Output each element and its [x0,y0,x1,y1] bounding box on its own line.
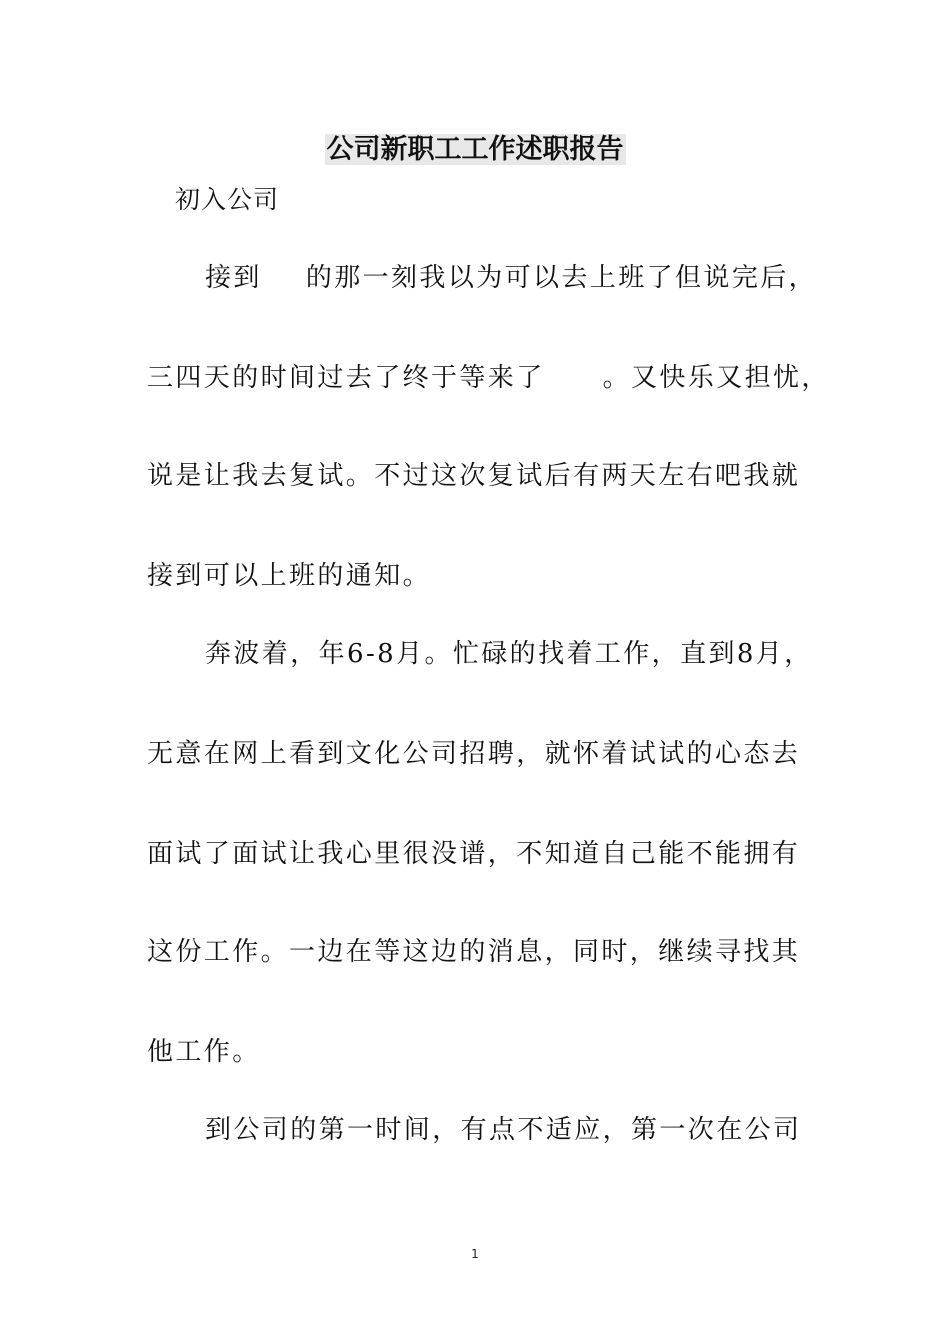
document-title-text: 公司新职工工作述职报告 [326,134,624,165]
paragraph-line [205,258,895,298]
paragraph-line: 这份工作。一边在等这边的消息，同时，继续寻找其 [147,937,801,967]
document-title [0,130,950,170]
section-heading: 初入公司 [175,185,280,214]
paragraph-line: 面试了面试让我心里很没谱，不知道自己能不能拥有 [147,839,801,869]
text-segment: 接到 [205,263,262,293]
paragraph-line: 他工作。 [147,1037,261,1067]
paragraph-line: 到公司的第一时间，有点不适应，第一次在公司 [205,1115,802,1145]
text-segment: 的那一刻我以为可以去上班了但说完后， [305,263,818,293]
paragraph-line [147,358,837,398]
paragraph-line: 无意在网上看到文化公司招聘，就怀着试试的心态去 [147,739,801,769]
text-segment: 三四天的时间过去了终于等来了 [147,363,545,393]
paragraph-line: 说是让我去复试。不过这次复试后有两天左右吧我就 [147,461,801,491]
paragraph-line: 奔波着，年6-8月。忙碌的找着工作，直到8月， [205,639,813,669]
paragraph-line: 接到可以上班的通知。 [147,561,432,591]
text-segment: 。又快乐又担忧， [602,363,830,393]
page-number: 1 [471,1247,479,1261]
